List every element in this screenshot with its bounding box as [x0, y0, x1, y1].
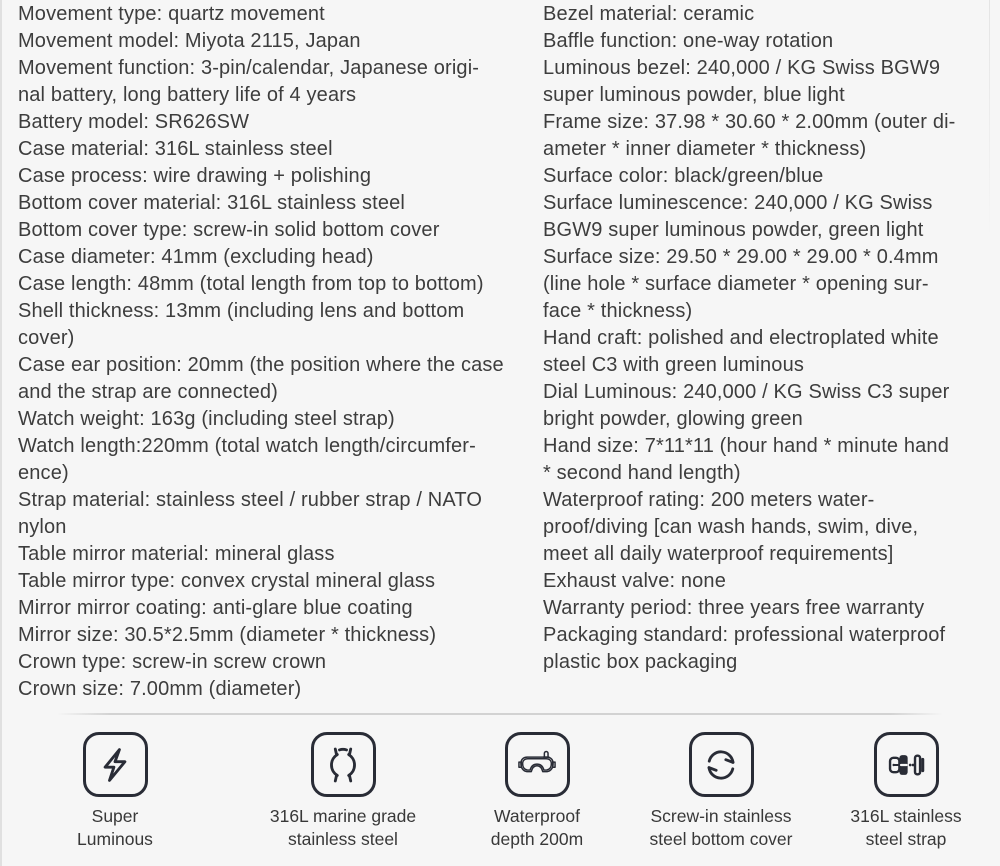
- page-left-edge-line: [0, 0, 2, 866]
- feature-label: 316L stainless steel strap: [850, 806, 962, 849]
- spec-line: ameter * inner diameter * thickness): [543, 138, 867, 160]
- spec-line: Movement function: 3-pin/calendar, Japanese origi-: [18, 57, 480, 79]
- feature-label: Screw-in stainless steel bottom cover: [649, 806, 793, 849]
- spec-line: steel C3 with green luminous: [543, 354, 804, 376]
- spec-line: Crown type: screw-in screw crown: [18, 651, 327, 673]
- feature-screw-in-bottom-cover: [621, 732, 821, 851]
- spec-line: Movement model: Miyota 2115, Japan: [18, 30, 361, 52]
- spec-line: Table mirror type: convex crystal mineral glass: [18, 570, 436, 592]
- goggles-icon: [505, 732, 570, 797]
- spec-line: Table mirror material: mineral glass: [18, 543, 335, 565]
- feature-waterproof: [437, 732, 637, 851]
- spec-line: Exhaust valve: none: [543, 570, 726, 592]
- spec-line: Watch weight: 163g (including steel strap): [18, 408, 395, 430]
- spec-line: Battery model: SR626SW: [18, 111, 250, 133]
- feature-steel-strap: [806, 732, 1000, 851]
- spec-line: Mirror mirror coating: anti-glare blue coating: [18, 597, 413, 619]
- spec-line: Bottom cover material: 316L stainless steel: [18, 192, 405, 214]
- watch-strap-icon: [874, 732, 939, 797]
- feature-label: Super Luminous: [77, 806, 153, 849]
- spec-line: * second hand length): [543, 462, 741, 484]
- spec-line: BGW9 super luminous powder, green light: [543, 219, 924, 241]
- feature-label: Waterproof depth 200m: [490, 806, 584, 849]
- spec-line: ence): [18, 462, 69, 484]
- feature-marine-grade-steel: [243, 732, 443, 851]
- spec-line: Surface size: 29.50 * 29.00 * 29.00 * 0.4mm: [543, 246, 939, 268]
- spec-column-right: [543, 1, 956, 676]
- spec-line: bright powder, glowing green: [543, 408, 803, 430]
- spec-column-left: [18, 1, 504, 703]
- spec-line: nal battery, long battery life of 4 years: [18, 84, 357, 106]
- spec-line: cover): [18, 327, 75, 349]
- spec-line: Surface luminescence: 240,000 / KG Swiss: [543, 192, 933, 214]
- spec-line: Bottom cover type: screw-in solid bottom cover: [18, 219, 440, 241]
- spec-line: Bezel material: ceramic: [543, 3, 755, 25]
- spec-line: Strap material: stainless steel / rubber strap / NATO: [18, 489, 483, 511]
- spec-line: Packaging standard: professional waterproof: [543, 624, 946, 646]
- spec-line: meet all daily waterproof requirements]: [543, 543, 894, 565]
- spec-line: face * thickness): [543, 300, 693, 322]
- spec-line: Hand size: 7*11*11 (hour hand * minute hand: [543, 435, 949, 457]
- spec-line: Case length: 48mm (total length from top to bottom): [18, 273, 484, 295]
- spec-line: Hand craft: polished and electroplated white: [543, 327, 939, 349]
- spec-line: super luminous powder, blue light: [543, 84, 845, 106]
- spec-line: nylon: [18, 516, 67, 538]
- rotate-arrows-icon: [689, 732, 754, 797]
- spec-line: Watch length:220mm (total watch length/circumfer-: [18, 435, 476, 457]
- spec-line: Surface color: black/green/blue: [543, 165, 824, 187]
- page-right-edge-line: [989, 0, 990, 240]
- spec-line: Warranty period: three years free warranty: [543, 597, 925, 619]
- spec-line: Crown size: 7.00mm (diameter): [18, 678, 302, 700]
- watch-case-icon: [311, 732, 376, 797]
- spec-line: Dial Luminous: 240,000 / KG Swiss C3 super: [543, 381, 950, 403]
- spec-line: Case ear position: 20mm (the position where the case: [18, 354, 504, 376]
- spec-line: Case process: wire drawing + polishing: [18, 165, 372, 187]
- spec-line: Waterproof rating: 200 meters water-: [543, 489, 875, 511]
- spec-line: Case material: 316L stainless steel: [18, 138, 333, 160]
- spec-line: Movement type: quartz movement: [18, 3, 325, 25]
- spec-line: plastic box packaging: [543, 651, 738, 673]
- spec-line: (line hole * surface diameter * opening sur-: [543, 273, 929, 295]
- spec-line: Case diameter: 41mm (excluding head): [18, 246, 374, 268]
- feature-label: 316L marine grade stainless steel: [269, 806, 417, 849]
- spec-line: Shell thickness: 13mm (including lens and bottom: [18, 300, 465, 322]
- spec-line: Luminous bezel: 240,000 / KG Swiss BGW9: [543, 57, 941, 79]
- spec-line: Baffle function: one-way rotation: [543, 30, 834, 52]
- spec-line: Mirror size: 30.5*2.5mm (diameter * thickness): [18, 624, 437, 646]
- feature-super-luminous: [15, 732, 215, 851]
- section-divider: [57, 713, 943, 715]
- spec-line: and the strap are connected): [18, 381, 278, 403]
- spec-line: proof/diving [can wash hands, swim, dive,: [543, 516, 919, 538]
- spec-line: Frame size: 37.98 * 30.60 * 2.00mm (outer di-: [543, 111, 956, 133]
- lightning-bolt-icon: [83, 732, 148, 797]
